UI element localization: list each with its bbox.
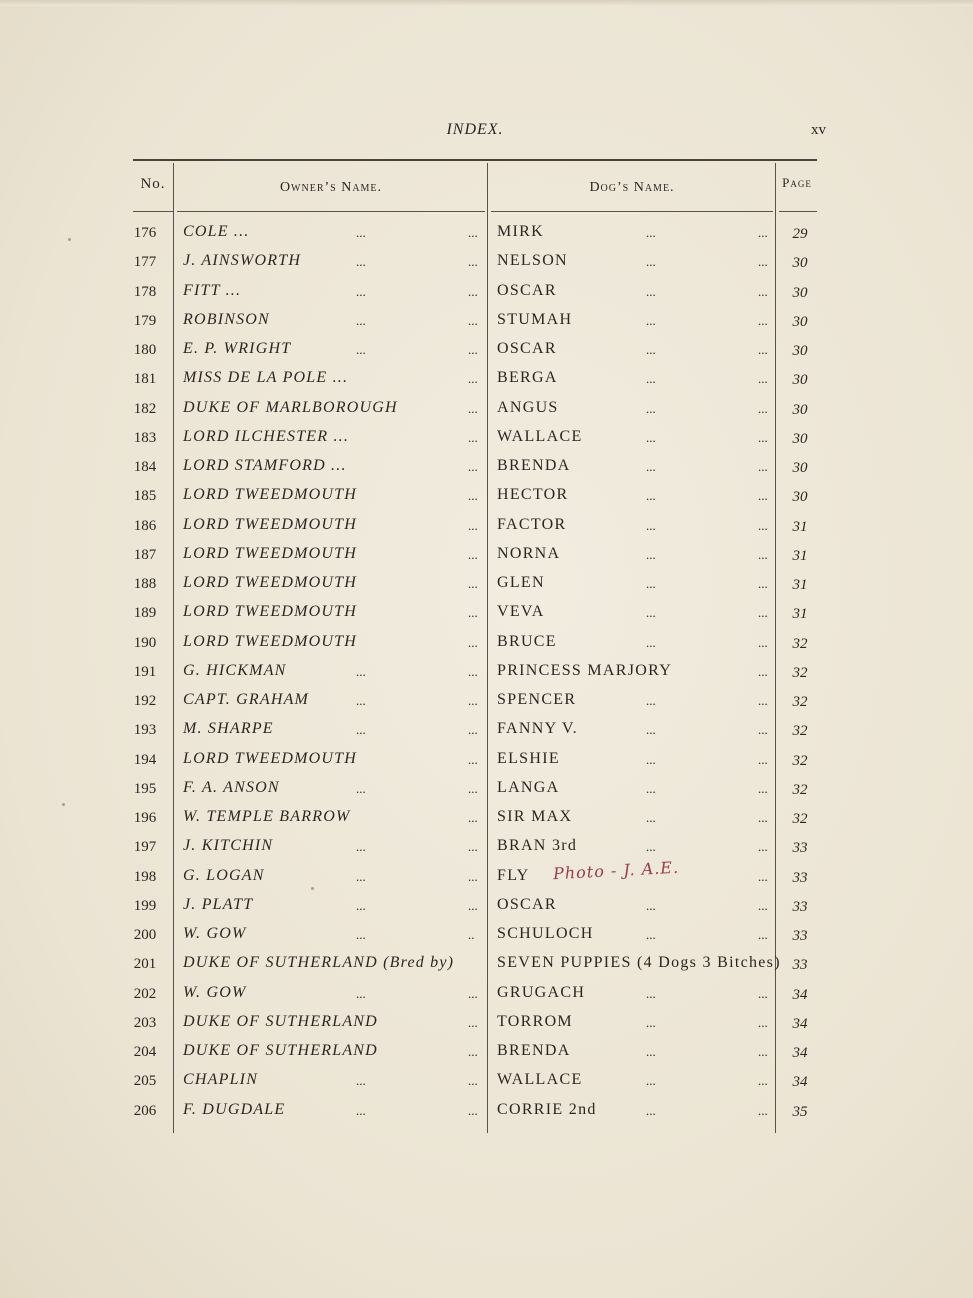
owner-name: ROBINSON xyxy=(183,310,270,328)
leader-dots: ... xyxy=(468,546,478,562)
leader-dots: ... xyxy=(356,1102,366,1118)
owner-name: LORD TWEEDMOUTH xyxy=(183,632,357,650)
leader-dots: ... xyxy=(646,546,656,562)
entry-number: 188 xyxy=(133,576,157,592)
leader-dots: ... xyxy=(646,780,656,796)
entry-number: 187 xyxy=(133,546,157,563)
owner-name: DUKE OF SUTHERLAND xyxy=(183,1042,378,1059)
entry-number: 185 xyxy=(133,488,157,505)
owner-name: F. DUGDALE xyxy=(183,1100,286,1118)
page-reference: 31 xyxy=(792,518,808,535)
leader-dots: ... xyxy=(646,839,656,855)
leader-dots: ... xyxy=(758,839,768,855)
page-reference: 32 xyxy=(792,694,808,710)
leader-dots: ... xyxy=(758,693,768,708)
owner-name: LORD TWEEDMOUTH xyxy=(183,603,357,621)
leader-dots: ... xyxy=(356,927,366,942)
leader-dots: ... xyxy=(356,225,366,240)
leader-dots: ... xyxy=(646,576,656,591)
leader-dots: ... xyxy=(356,342,366,357)
leader-dots: ... xyxy=(356,693,366,708)
leader-dots: ... xyxy=(468,1073,478,1089)
entry-number: 193 xyxy=(133,722,157,739)
leader-dots: ... xyxy=(758,1014,768,1030)
owner-name: DUKE OF SUTHERLAND xyxy=(183,1012,378,1030)
owner-name: LORD STAMFORD ... xyxy=(183,457,347,474)
table-row xyxy=(0,397,973,426)
leader-dots: ... xyxy=(356,780,366,796)
leader-dots: ... xyxy=(468,1044,478,1059)
table-row xyxy=(0,689,973,718)
page-reference: 30 xyxy=(792,430,808,447)
leader-dots: ... xyxy=(356,663,366,679)
dog-name: LANGA xyxy=(497,778,560,796)
entry-number: 198 xyxy=(133,868,157,885)
leader-dots: ... xyxy=(468,312,478,328)
page-reference: 32 xyxy=(792,781,808,798)
page-reference: 32 xyxy=(792,635,808,652)
leader-dots: ... xyxy=(646,927,656,942)
leader-dots: ... xyxy=(468,985,478,1001)
leader-dots: ... xyxy=(758,634,768,650)
leader-dots: ... xyxy=(758,400,768,416)
table-row xyxy=(0,484,973,513)
leader-dots: ... xyxy=(646,459,656,474)
column-header-owner: Owner’s Name. xyxy=(279,180,383,195)
table-row xyxy=(0,572,973,601)
owner-name: G. LOGAN xyxy=(183,866,265,884)
owner-name: CAPT. GRAHAM xyxy=(183,691,310,708)
leader-dots: ... xyxy=(646,1073,656,1089)
leader-dots: ... xyxy=(758,312,768,328)
paper-speck xyxy=(68,238,71,241)
table-row xyxy=(0,1099,973,1128)
leader-dots: ... xyxy=(646,488,656,504)
dog-name: HECTOR xyxy=(497,486,569,504)
entry-number: 190 xyxy=(133,634,157,651)
owner-name: F. A. ANSON xyxy=(183,778,280,796)
leader-dots: ... xyxy=(468,488,478,504)
page-reference: 31 xyxy=(792,577,808,593)
entry-number: 177 xyxy=(133,254,157,271)
page-reference: 33 xyxy=(792,898,808,915)
dog-name: SEVEN PUPPIES (4 Dogs 3 Bitches) xyxy=(497,954,781,972)
table-row xyxy=(0,748,973,777)
entry-number: 192 xyxy=(133,693,157,709)
leader-dots: ... xyxy=(758,751,768,767)
dog-name: CORRIE 2nd xyxy=(497,1100,597,1118)
table-row xyxy=(0,514,973,543)
page-reference: 32 xyxy=(792,752,808,769)
entry-number: 186 xyxy=(133,517,157,534)
leader-dots: ... xyxy=(758,927,768,942)
owner-name: CHAPLIN xyxy=(183,1071,259,1089)
dog-name: SPENCER xyxy=(497,691,577,708)
dog-name: ELSHIE xyxy=(497,749,560,767)
table-row xyxy=(0,455,973,484)
leader-dots: ... xyxy=(468,868,478,884)
leader-dots: ... xyxy=(356,722,366,738)
table-row xyxy=(0,367,973,396)
leader-dots: ... xyxy=(646,1014,656,1030)
leader-dots: ... xyxy=(758,283,768,299)
leader-dots: ... xyxy=(356,1073,366,1089)
table-row xyxy=(0,777,973,806)
dog-name: STUMAH xyxy=(497,310,573,328)
page-reference: 30 xyxy=(792,255,808,272)
table-row xyxy=(0,601,973,630)
leader-dots: ... xyxy=(468,254,478,270)
owner-name: DUKE OF MARLBOROUGH xyxy=(183,398,398,416)
column-header-no: No. xyxy=(140,176,166,192)
leader-dots: .. xyxy=(468,927,475,942)
leader-dots: ... xyxy=(468,634,478,650)
leader-dots: ... xyxy=(646,1044,656,1059)
page-reference: 30 xyxy=(792,460,808,476)
page-reference: 30 xyxy=(792,284,808,301)
page-reference: 32 xyxy=(792,811,808,827)
leader-dots: ... xyxy=(356,897,366,913)
page-reference: 33 xyxy=(792,957,808,974)
entry-number: 183 xyxy=(133,429,157,446)
column-header-page: Page xyxy=(782,175,812,190)
dog-name: TORROM xyxy=(497,1012,573,1030)
dog-name: MIRK xyxy=(497,223,544,240)
page-reference: 35 xyxy=(792,1103,808,1120)
table-row xyxy=(0,982,973,1011)
table-row xyxy=(0,280,973,309)
entry-number: 195 xyxy=(133,780,157,797)
table-row xyxy=(0,221,973,250)
dog-name: GLEN xyxy=(497,574,545,591)
owner-name: J. KITCHIN xyxy=(183,837,274,855)
owner-name: DUKE OF SUTHERLAND (Bred by) xyxy=(183,954,455,972)
entry-number: 194 xyxy=(133,751,157,768)
dog-name: NELSON xyxy=(497,252,568,270)
table-row xyxy=(0,543,973,572)
leader-dots: ... xyxy=(646,751,656,767)
table-row xyxy=(0,250,973,279)
leader-dots: ... xyxy=(468,693,478,708)
dog-name: ANGUS xyxy=(497,398,559,416)
leader-dots: ... xyxy=(646,371,656,387)
leader-dots: ... xyxy=(646,985,656,1001)
leader-dots: ... xyxy=(758,429,768,445)
page-top-edge xyxy=(0,0,973,6)
table-row xyxy=(0,806,973,835)
dog-name: SIR MAX xyxy=(497,808,573,825)
dog-name: VEVA xyxy=(497,603,545,621)
leader-dots: ... xyxy=(646,722,656,738)
leader-dots: ... xyxy=(468,780,478,796)
leader-dots: ... xyxy=(758,254,768,270)
entry-number: 176 xyxy=(133,225,157,241)
leader-dots: ... xyxy=(758,868,768,884)
owner-name: W. GOW xyxy=(183,925,247,942)
table-row xyxy=(0,631,973,660)
leader-dots: ... xyxy=(758,459,768,474)
leader-dots: ... xyxy=(646,1102,656,1118)
entry-number: 196 xyxy=(133,810,157,826)
dog-name: BRENDA xyxy=(497,1042,571,1059)
leader-dots: ... xyxy=(646,225,656,240)
table-row xyxy=(0,1040,973,1069)
leader-dots: ... xyxy=(356,839,366,855)
column-header-dog: Dog’s Name. xyxy=(589,180,675,195)
table-row xyxy=(0,835,973,864)
page-number: xv xyxy=(811,122,826,138)
page-reference: 33 xyxy=(792,928,808,944)
header-rule xyxy=(133,211,173,212)
leader-dots: ... xyxy=(758,1102,768,1118)
table-row xyxy=(0,426,973,455)
dog-name: PRINCESS MARJORY xyxy=(497,661,673,679)
page-reference: 31 xyxy=(792,606,808,623)
leader-dots: ... xyxy=(758,488,768,504)
owner-name: G. HICKMAN xyxy=(183,661,287,679)
page-reference: 33 xyxy=(792,840,808,857)
table-row xyxy=(0,718,973,747)
header-rule xyxy=(177,211,485,212)
owner-name: LORD TWEEDMOUTH xyxy=(183,574,357,591)
owner-name: J. PLATT xyxy=(183,895,254,913)
leader-dots: ... xyxy=(468,897,478,913)
leader-dots: ... xyxy=(646,693,656,708)
owner-name: W. GOW xyxy=(183,983,247,1001)
table-row xyxy=(0,1011,973,1040)
leader-dots: ... xyxy=(758,663,768,679)
table-row xyxy=(0,1069,973,1098)
entry-number: 197 xyxy=(133,839,157,856)
leader-dots: ... xyxy=(468,1014,478,1030)
owner-name: COLE ... xyxy=(183,223,250,240)
leader-dots: ... xyxy=(468,342,478,357)
table-top-rule xyxy=(133,159,817,161)
page-reference: 30 xyxy=(792,489,808,506)
page-reference: 33 xyxy=(792,869,808,886)
dog-name: OSCAR xyxy=(497,895,557,913)
dog-name: FACTOR xyxy=(497,515,567,533)
paper-speck xyxy=(311,887,314,890)
entry-number: 201 xyxy=(133,956,157,973)
owner-name: W. TEMPLE BARROW xyxy=(183,808,351,825)
leader-dots: ... xyxy=(356,868,366,884)
owner-name: LORD TWEEDMOUTH xyxy=(183,486,357,504)
table-row xyxy=(0,923,973,952)
leader-dots: ... xyxy=(468,283,478,299)
entry-number: 189 xyxy=(133,605,157,622)
owner-name: J. AINSWORTH xyxy=(183,252,302,270)
table-row xyxy=(0,309,973,338)
leader-dots: ... xyxy=(646,810,656,825)
leader-dots: ... xyxy=(758,546,768,562)
leader-dots: ... xyxy=(758,576,768,591)
leader-dots: ... xyxy=(646,312,656,328)
leader-dots: ... xyxy=(758,985,768,1001)
dog-name: OSCAR xyxy=(497,340,557,357)
leader-dots: ... xyxy=(758,1073,768,1089)
leader-dots: ... xyxy=(646,605,656,621)
leader-dots: ... xyxy=(758,342,768,357)
page-reference: 32 xyxy=(792,664,808,681)
leader-dots: ... xyxy=(356,254,366,270)
entry-number: 205 xyxy=(133,1073,157,1090)
owner-name: FITT ... xyxy=(183,281,242,299)
leader-dots: ... xyxy=(468,1102,478,1118)
leader-dots: ... xyxy=(646,634,656,650)
page-reference: 34 xyxy=(792,1045,808,1061)
leader-dots: ... xyxy=(646,429,656,445)
dog-name: NORNA xyxy=(497,544,561,562)
page-reference: 30 xyxy=(792,401,808,418)
page-reference: 34 xyxy=(792,986,808,1003)
leader-dots: ... xyxy=(356,283,366,299)
owner-name: LORD ILCHESTER ... xyxy=(183,427,350,445)
leader-dots: ... xyxy=(646,517,656,533)
dog-name: SCHULOCH xyxy=(497,925,594,942)
leader-dots: ... xyxy=(646,897,656,913)
entry-number: 182 xyxy=(133,400,157,417)
entry-number: 199 xyxy=(133,897,157,914)
owner-name: M. SHARPE xyxy=(183,720,274,738)
dog-name: WALLACE xyxy=(497,1071,583,1089)
dog-name: OSCAR xyxy=(497,281,557,299)
owner-name: LORD TWEEDMOUTH xyxy=(183,544,357,562)
entry-number: 184 xyxy=(133,459,157,475)
entry-number: 204 xyxy=(133,1044,157,1060)
entry-number: 206 xyxy=(133,1102,157,1119)
dog-name: FANNY V. xyxy=(497,720,578,738)
leader-dots: ... xyxy=(646,283,656,299)
leader-dots: ... xyxy=(758,517,768,533)
leader-dots: ... xyxy=(468,429,478,445)
leader-dots: ... xyxy=(646,400,656,416)
leader-dots: ... xyxy=(468,371,478,387)
leader-dots: ... xyxy=(468,459,478,474)
table-row xyxy=(0,952,973,981)
leader-dots: ... xyxy=(468,517,478,533)
dog-name: BRUCE xyxy=(497,632,557,650)
leader-dots: ... xyxy=(468,576,478,591)
page-reference: 34 xyxy=(792,1074,808,1091)
entry-number: 180 xyxy=(133,342,157,358)
page-reference: 30 xyxy=(792,343,808,359)
dog-name: WALLACE xyxy=(497,427,583,445)
leader-dots: ... xyxy=(468,225,478,240)
leader-dots: ... xyxy=(468,751,478,767)
table-row xyxy=(0,338,973,367)
page-reference: 30 xyxy=(792,372,808,389)
header-rule xyxy=(779,211,817,212)
handwritten-annotation: Photo - J. A.E. xyxy=(552,857,680,884)
dog-name: FLY xyxy=(497,866,530,884)
page-reference: 31 xyxy=(792,547,808,564)
entry-number: 179 xyxy=(133,312,157,329)
leader-dots: ... xyxy=(646,342,656,357)
entry-number: 202 xyxy=(133,985,157,1002)
table-row xyxy=(0,660,973,689)
leader-dots: ... xyxy=(356,985,366,1001)
table-row xyxy=(0,865,973,894)
dog-name: GRUGACH xyxy=(497,983,586,1001)
leader-dots: ... xyxy=(758,605,768,621)
leader-dots: ... xyxy=(758,1044,768,1059)
leader-dots: ... xyxy=(758,810,768,825)
page-title: INDEX. xyxy=(446,121,504,138)
leader-dots: ... xyxy=(758,897,768,913)
leader-dots: ... xyxy=(468,810,478,825)
owner-name: MISS DE LA POLE ... xyxy=(183,369,349,387)
leader-dots: ... xyxy=(758,780,768,796)
entry-number: 191 xyxy=(133,663,157,680)
page-reference: 29 xyxy=(792,226,808,242)
leader-dots: ... xyxy=(468,400,478,416)
paper-speck xyxy=(62,803,65,806)
entry-number: 181 xyxy=(133,371,157,388)
leader-dots: ... xyxy=(758,722,768,738)
leader-dots: ... xyxy=(356,312,366,328)
owner-name: E. P. WRIGHT xyxy=(183,340,292,357)
page-reference: 30 xyxy=(792,313,808,330)
dog-name: BRENDA xyxy=(497,457,571,474)
leader-dots: ... xyxy=(468,605,478,621)
page-reference: 34 xyxy=(792,1015,808,1032)
leader-dots: ... xyxy=(468,722,478,738)
page-reference: 32 xyxy=(792,723,808,740)
entry-number: 200 xyxy=(133,927,157,943)
leader-dots: ... xyxy=(646,254,656,270)
leader-dots: ... xyxy=(758,371,768,387)
table-row xyxy=(0,894,973,923)
leader-dots: ... xyxy=(468,663,478,679)
owner-name: LORD TWEEDMOUTH xyxy=(183,749,357,767)
leader-dots: ... xyxy=(758,225,768,240)
header-rule xyxy=(491,211,773,212)
dog-name: BRAN 3rd xyxy=(497,837,578,855)
dog-name: BERGA xyxy=(497,369,558,387)
owner-name: LORD TWEEDMOUTH xyxy=(183,515,357,533)
entry-number: 203 xyxy=(133,1014,157,1031)
leader-dots: ... xyxy=(468,839,478,855)
entry-number: 178 xyxy=(133,283,157,300)
